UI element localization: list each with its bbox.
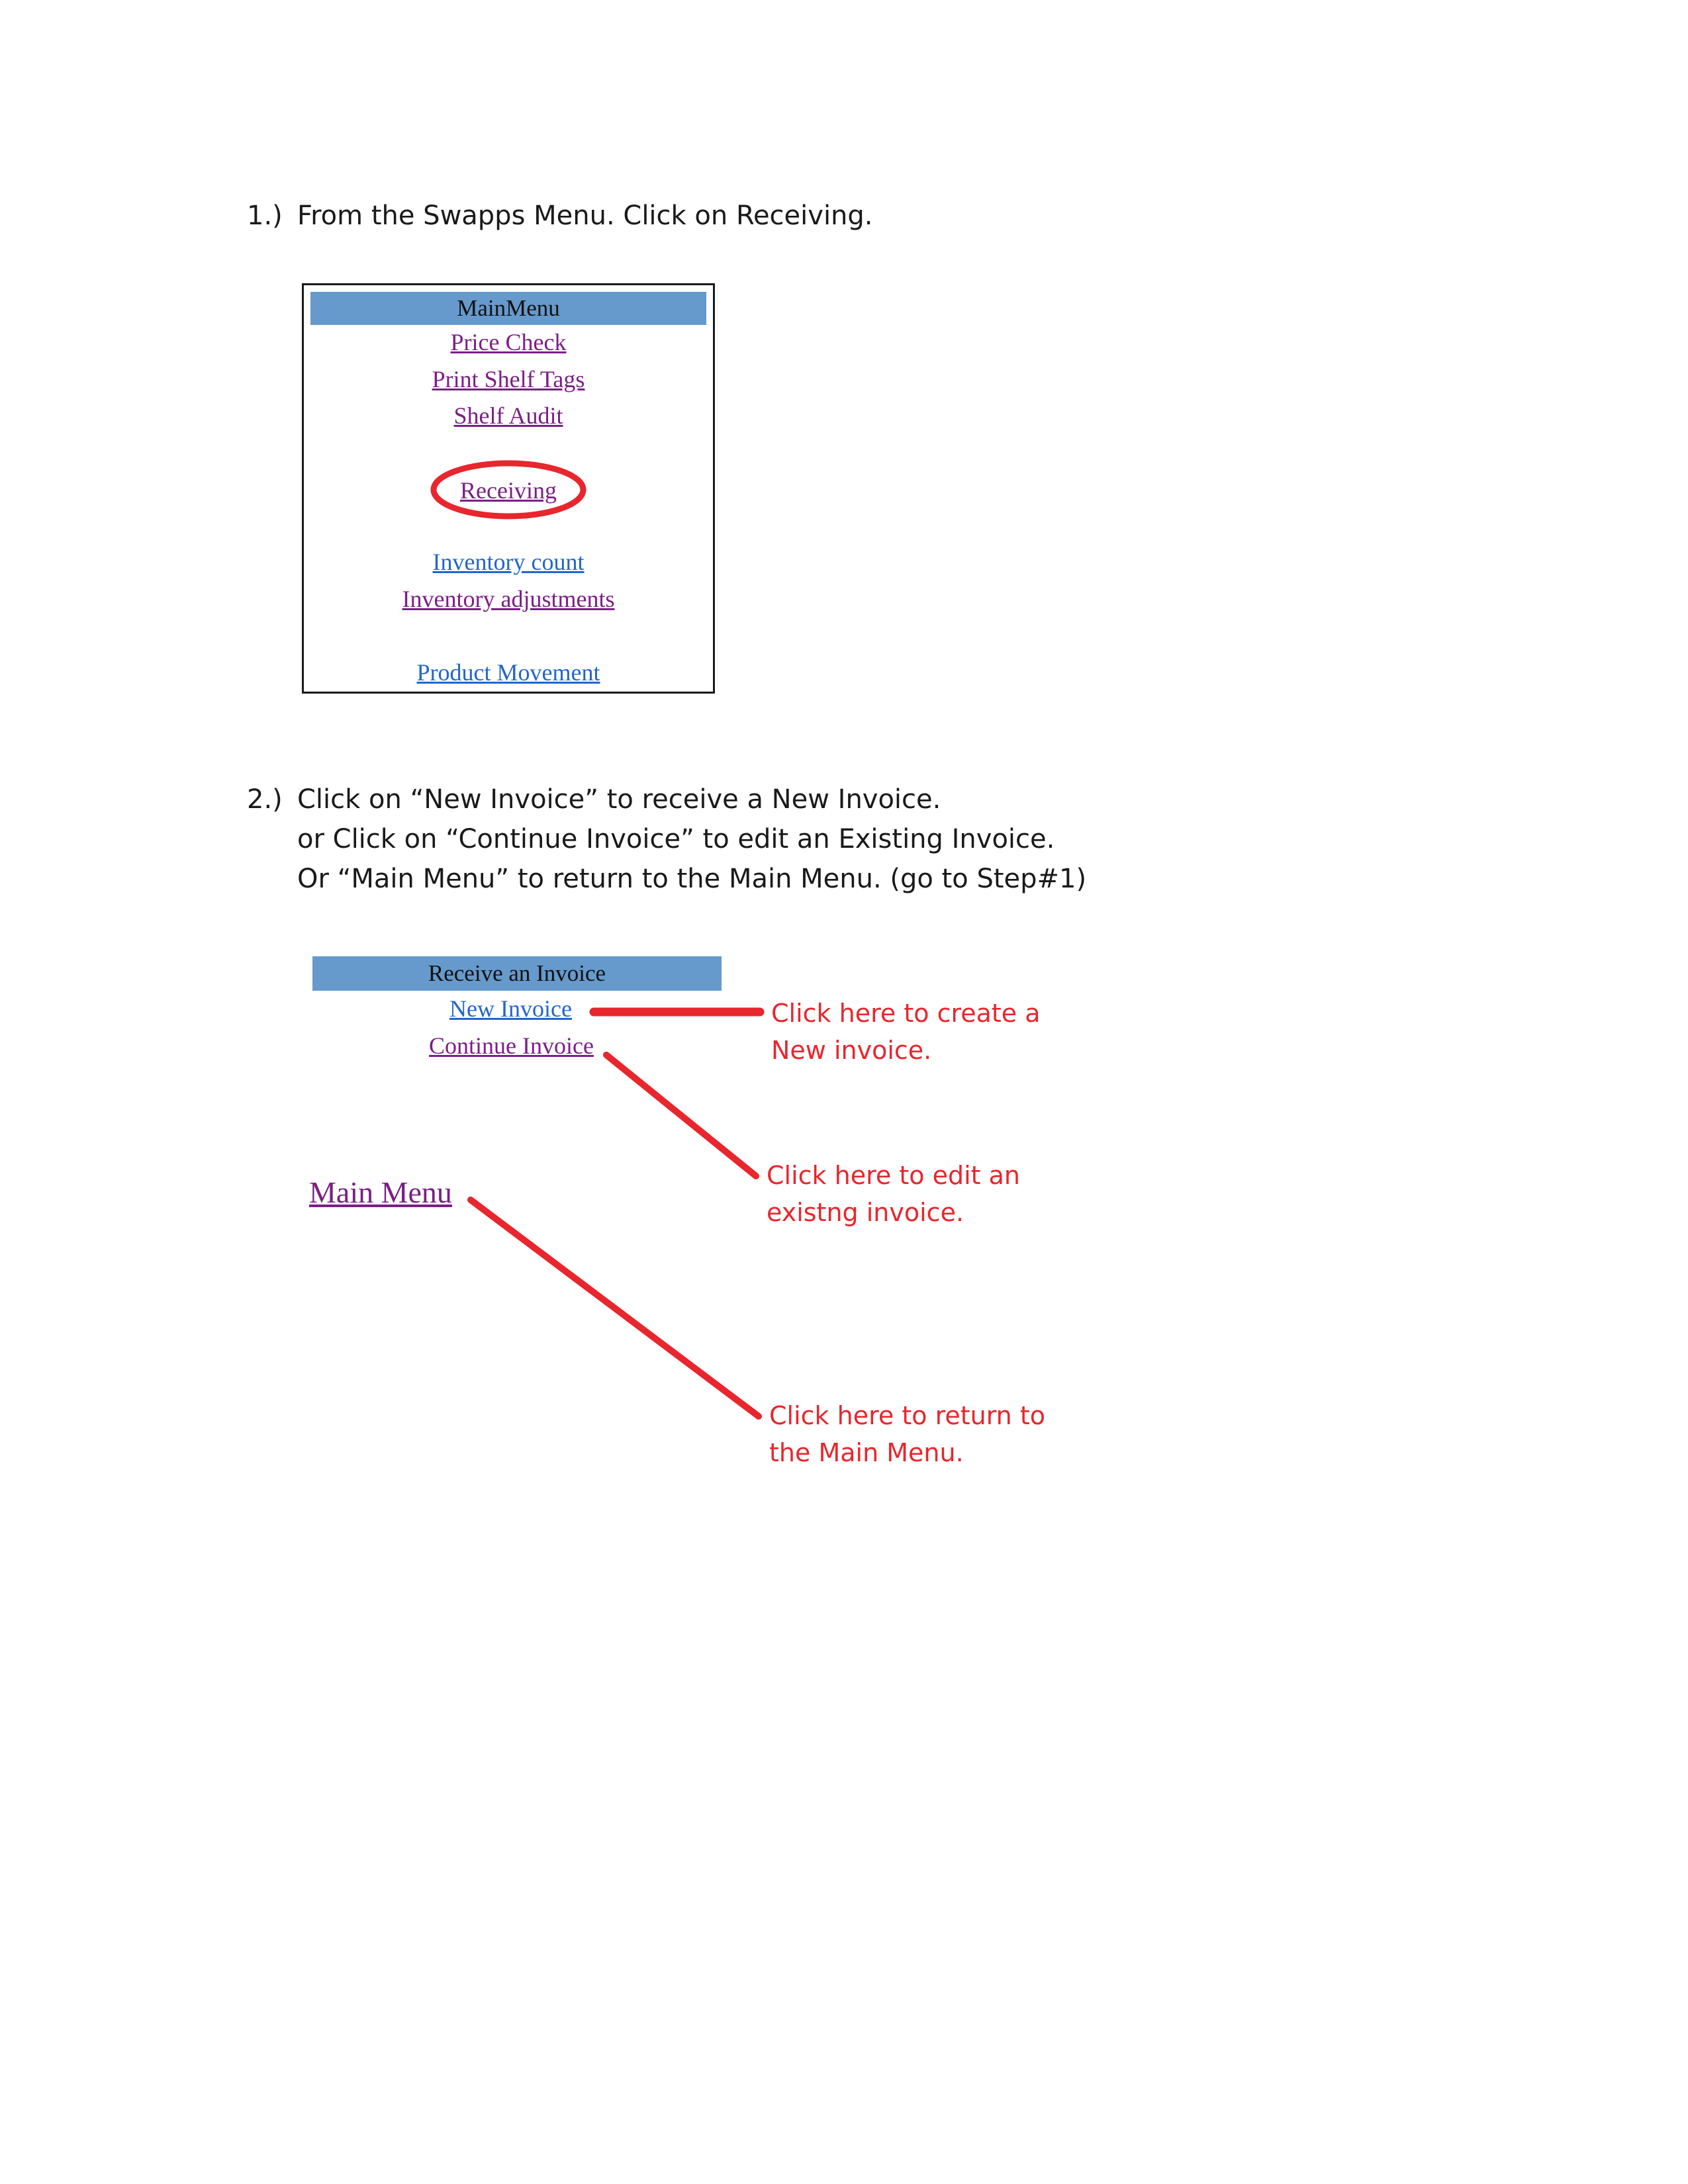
annotation-main-menu-line-1: Click here to return to: [769, 1401, 1045, 1430]
annotation-continue-invoice-line-2: existng invoice.: [767, 1198, 964, 1227]
menu-item-receiving[interactable]: Receiving: [460, 477, 557, 504]
menu-item-inventory-count[interactable]: Inventory count: [432, 549, 585, 575]
main-menu-connector: [471, 1200, 759, 1416]
receive-invoice-header: Receive an Invoice: [312, 956, 722, 991]
step-1-text: From the Swapps Menu. Click on Receiving.: [297, 201, 873, 231]
annotation-continue-invoice-line-1: Click here to edit an: [767, 1161, 1020, 1190]
menu-item-shelf-audit[interactable]: Shelf Audit: [453, 402, 563, 429]
step-2-line-2: or Click on “Continue Invoice” to edit an Existing Invoice.: [297, 824, 1055, 854]
continue-invoice-connector: [606, 1055, 756, 1176]
main-menu-link[interactable]: Main Menu: [309, 1175, 452, 1209]
annotation-new-invoice-line-2: New invoice.: [771, 1036, 932, 1065]
menu-item-price-check[interactable]: Price Check: [450, 329, 567, 355]
step-1-number: 1.): [247, 201, 283, 231]
receiving-highlight-ellipse: [434, 463, 583, 516]
step-2-line-3: Or “Main Menu” to return to the Main Menu. (go to Step#1): [297, 864, 1087, 894]
new-invoice-link[interactable]: New Invoice: [449, 995, 572, 1022]
menu-item-print-shelf-tags[interactable]: Print Shelf Tags: [432, 366, 585, 392]
annotation-new-invoice-line-1: Click here to create a: [771, 999, 1041, 1028]
step-2-number: 2.): [247, 784, 283, 815]
menu-item-inventory-adjustments[interactable]: Inventory adjustments: [402, 586, 615, 612]
step-2-line-1: Click on “New Invoice” to receive a New Invoice.: [297, 784, 941, 815]
annotation-main-menu-line-2: the Main Menu.: [769, 1438, 964, 1467]
main-menu-header: MainMenu: [310, 292, 706, 325]
continue-invoice-link[interactable]: Continue Invoice: [429, 1032, 594, 1059]
menu-item-product-movement[interactable]: Product Movement: [416, 659, 600, 686]
